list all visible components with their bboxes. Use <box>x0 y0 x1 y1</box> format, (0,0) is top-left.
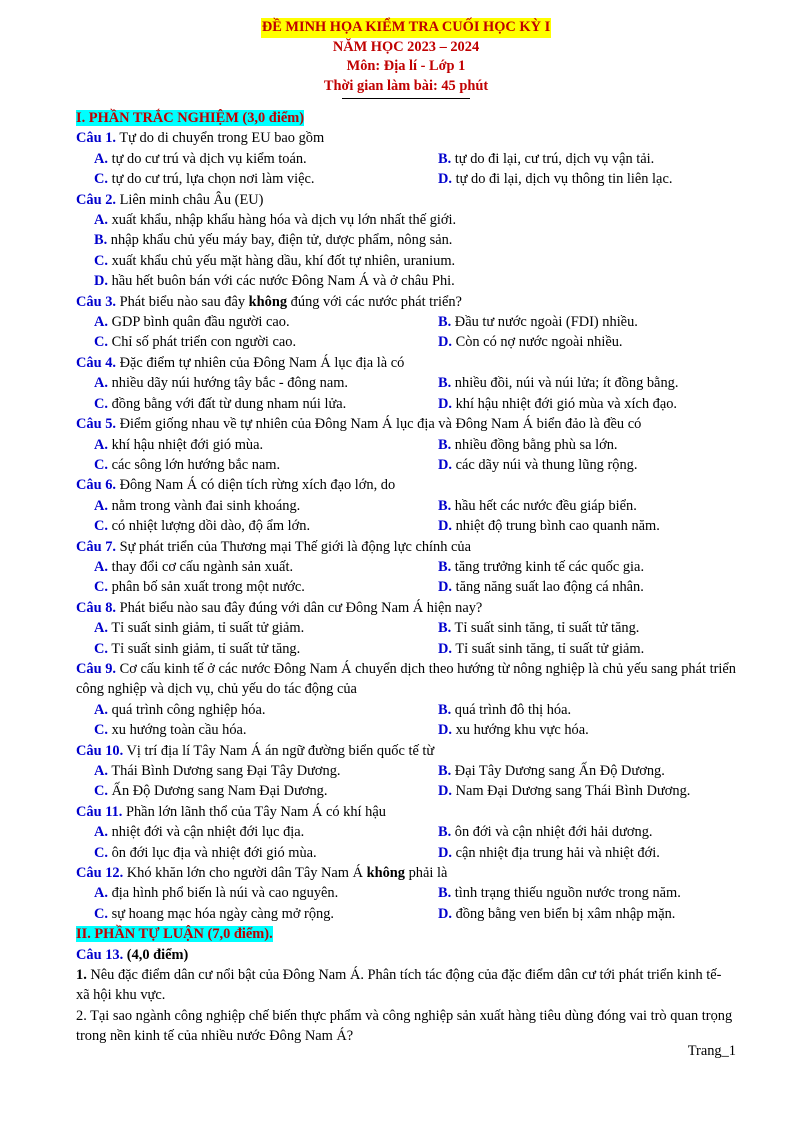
answer-option <box>438 883 754 903</box>
question-text-pre: Phần lớn lãnh thổ của Tây Nam Á có khí hậu <box>122 803 386 820</box>
answer-option <box>438 843 754 863</box>
answer-option <box>438 822 754 842</box>
answer-option-text: hầu hết các nước đều giáp biển. <box>451 497 637 514</box>
answer-option-text: phân bố sản xuất trong một nước. <box>108 579 305 596</box>
answer-option-text: thay đổi cơ cấu ngành sản xuất. <box>108 558 294 575</box>
question-6 <box>76 475 736 536</box>
question-text-pre: Liên minh châu Âu (EU) <box>115 191 264 208</box>
section-essay-title <box>76 924 736 944</box>
answer-option-text: xu hướng toàn cầu hóa. <box>108 722 247 739</box>
question-text-pre: Sự phát triển của Thương mại Thế giới là động lực chính của <box>115 538 471 555</box>
answer-option-text: Nam Đại Dương sang Thái Bình Dương. <box>452 783 691 800</box>
answer-option-letter: B. <box>438 701 452 718</box>
answer-option <box>94 618 438 638</box>
question-5 <box>76 414 736 475</box>
answer-option-text: hầu hết buôn bán với các nước Đông Nam Á và ở châu Phi. <box>108 273 455 290</box>
answer-option-letter: D. <box>94 273 108 290</box>
question-9 <box>76 659 736 741</box>
answer-option <box>438 169 754 189</box>
answer-option <box>438 332 754 352</box>
answer-option-text: Còn có nợ nước ngoài nhiều. <box>452 334 623 351</box>
question-text-bold: không <box>366 865 405 882</box>
answer-option-letter: B. <box>438 824 452 841</box>
answer-option-letter: C. <box>94 171 108 188</box>
answer-option <box>94 781 438 801</box>
question-text-pre: Phát biểu nào sau đây <box>115 293 249 310</box>
answer-option-text: tự do đi lại, dịch vụ thông tin liên lạc. <box>452 171 673 188</box>
answer-option-text: đồng bằng với đất từ dung nham núi lửa. <box>108 395 347 412</box>
answer-option-letter: D. <box>438 905 452 922</box>
answer-option-text: nhiều dãy núi hướng tây bắc - đông nam. <box>108 375 349 392</box>
question-stem <box>76 292 736 312</box>
answer-option-letter: C. <box>94 722 108 739</box>
question-stem <box>76 741 736 761</box>
answer-option-letter: D. <box>438 640 452 657</box>
answer-option-letter: B. <box>438 314 452 331</box>
answer-option-letter: C. <box>94 579 108 596</box>
answer-option-text: nhiều đồi, núi và núi lửa; ít đồng bằng. <box>451 375 679 392</box>
answer-option-text: Tỉ suất sinh giảm, tỉ suất tử tăng. <box>108 640 301 657</box>
answer-option-text: tăng trưởng kinh tế các quốc gia. <box>451 558 645 575</box>
answer-option-letter: B. <box>438 150 452 167</box>
question-text-pre: Đặc điểm tự nhiên của Đông Nam Á lục địa là có <box>115 354 405 371</box>
answer-options <box>76 822 736 863</box>
answer-option <box>438 373 754 393</box>
exam-header <box>76 18 736 99</box>
answer-option-text: xu hướng khu vực hóa. <box>452 722 589 739</box>
answer-option <box>438 394 754 414</box>
answer-option <box>94 822 438 842</box>
answer-option-text: xuất khẩu, nhập khẩu hàng hóa và dịch vụ lớn nhất thế giới. <box>108 212 457 229</box>
answer-option-letter: D. <box>438 334 452 351</box>
answer-option <box>438 639 754 659</box>
question-stem <box>76 190 736 210</box>
question-label: Câu 10. <box>76 742 124 759</box>
answer-option-text: Tỉ suất sinh tăng, tỉ suất tử giảm. <box>452 640 645 657</box>
answer-option-text: quá trình đô thị hóa. <box>451 701 572 718</box>
answer-option-letter: D. <box>438 783 452 800</box>
answer-option-letter: B. <box>438 497 452 514</box>
answer-option-letter: D. <box>438 171 452 188</box>
question-label: Câu 12. <box>76 865 124 882</box>
answer-option-text: tăng năng suất lao động cá nhân. <box>452 579 644 596</box>
question-text-pre: Tự do di chuyển trong EU bao gồm <box>115 130 325 147</box>
question-text-post: đúng với các nước phát triển? <box>287 293 462 310</box>
answer-option <box>438 557 754 577</box>
answer-option-text: các dãy núi và thung lũng rộng. <box>452 456 638 473</box>
answer-option <box>94 761 438 781</box>
question-stem <box>76 802 736 822</box>
answer-options <box>76 883 736 924</box>
exam-title: ĐỀ MINH HỌA KIỂM TRA CUỐI HỌC KỲ I <box>261 18 551 38</box>
answer-options <box>76 210 736 292</box>
question-text-pre: Cơ cấu kinh tế ở các nước Đông Nam Á chuyển dịch theo hướng từ nông nghiệp là chủ yếu sang phát triển công nghiệp và dịch vụ, chủ yếu do tác động của <box>76 660 736 698</box>
answer-option-letter: B. <box>438 375 452 392</box>
answer-option <box>438 455 754 475</box>
answer-option <box>94 230 736 250</box>
question-list <box>76 128 736 924</box>
question-stem <box>76 128 736 148</box>
answer-option <box>94 720 438 740</box>
answer-option-letter: C. <box>94 456 108 473</box>
answer-option <box>94 394 438 414</box>
answer-option <box>94 883 438 903</box>
answer-option-letter: C. <box>94 905 108 922</box>
answer-option-text: ôn đới và cận nhiệt đới hải dương. <box>451 824 653 841</box>
answer-option <box>438 720 754 740</box>
header-divider <box>342 98 470 99</box>
answer-option-letter: C. <box>94 334 108 351</box>
answer-option-text: các sông lớn hướng bắc nam. <box>108 456 281 473</box>
answer-option-text: ôn đới lục địa và nhiệt đới gió mùa. <box>108 844 317 861</box>
question-label: Câu 7. <box>76 538 116 555</box>
answer-option <box>438 781 754 801</box>
answer-option-letter: D. <box>438 844 452 861</box>
answer-option <box>438 904 754 924</box>
question-label: Câu 6. <box>76 477 116 494</box>
answer-option-letter: A. <box>94 558 108 575</box>
answer-option-letter: B. <box>94 232 108 249</box>
answer-option-text: Tỉ suất sinh tăng, tỉ suất tử tăng. <box>451 620 640 637</box>
answer-option-text: sự hoang mạc hóa ngày càng mở rộng. <box>108 905 335 922</box>
question-stem <box>76 863 736 883</box>
answer-option-letter: A. <box>94 212 108 229</box>
answer-option-text: Thái Bình Dương sang Đại Tây Dương. <box>108 763 341 779</box>
answer-option-letter: C. <box>94 844 108 861</box>
answer-options <box>76 149 736 190</box>
essay-item-1 <box>76 965 736 1006</box>
essay-item-2: 2. Tại sao ngành công nghiệp chế biến thực phẩm và công nghiệp sản xuất hàng tiêu dùng đóng vai trò quan trọng trong nền kinh tế của nhiều nước Đông Nam Á? <box>76 1007 733 1045</box>
answer-option-letter: D. <box>438 395 452 412</box>
question-text-pre: Điểm giống nhau về tự nhiên của Đông Nam Á lục địa và Đông Nam Á biển đảo là đều có <box>115 416 642 433</box>
question-text-pre: Đông Nam Á có diện tích rừng xích đạo lớn, do <box>115 477 396 494</box>
section-multiple-choice-title <box>76 108 736 128</box>
answer-options <box>76 435 736 476</box>
answer-option <box>94 210 736 230</box>
essay-question-label: Câu 13. <box>76 946 124 963</box>
answer-option-text: tự do đi lại, cư trú, dịch vụ vận tải. <box>451 150 655 167</box>
question-text-bold: không <box>248 293 288 310</box>
answer-option <box>94 577 438 597</box>
answer-option-text: Tỉ suất sinh giảm, tỉ suất tử giảm. <box>108 620 305 637</box>
answer-options <box>76 618 736 659</box>
answer-option <box>438 761 754 781</box>
question-stem <box>76 414 736 434</box>
answer-options <box>76 373 736 414</box>
answer-option-letter: B. <box>438 885 452 902</box>
answer-option-letter: A. <box>94 620 108 637</box>
question-7 <box>76 537 736 598</box>
answer-option <box>438 700 754 720</box>
answer-option <box>94 700 438 720</box>
answer-option-text: khí hậu nhiệt đới gió mùa. <box>108 436 264 453</box>
section1-title-text: I. PHẦN TRẮC NGHIỆM (3,0 điểm) <box>76 110 304 126</box>
answer-options <box>76 761 736 802</box>
answer-option-text: Đầu tư nước ngoài (FDI) nhiều. <box>451 314 638 331</box>
answer-option <box>94 373 438 393</box>
answer-option <box>438 577 754 597</box>
answer-option-letter: C. <box>94 252 108 269</box>
answer-option <box>94 251 736 271</box>
answer-options <box>76 312 736 353</box>
answer-option-letter: A. <box>94 497 108 514</box>
answer-option-text: cận nhiệt địa trung hải và nhiệt đới. <box>452 844 660 861</box>
school-year: NĂM HỌC 2023 – 2024 <box>332 38 480 55</box>
question-label: Câu 4. <box>76 354 116 371</box>
question-2 <box>76 190 736 292</box>
answer-option-letter: B. <box>438 620 452 637</box>
answer-options <box>76 700 736 741</box>
answer-option <box>438 516 754 536</box>
answer-option <box>94 149 438 169</box>
answer-option-text: xuất khẩu chủ yếu mặt hàng dầu, khí đốt tự nhiên, uranium. <box>108 252 456 269</box>
answer-option <box>438 618 754 638</box>
answer-option-text: nằm trong vành đai sinh khoáng. <box>108 497 301 514</box>
essay-item-1-text: Nêu đặc điểm dân cư nổi bật của Đông Nam Á. Phân tích tác động của đặc điểm dân cư tới phát triển kinh tế- xã hội khu vực. <box>76 967 722 1004</box>
answer-option <box>438 435 754 455</box>
answer-option <box>438 312 754 332</box>
section2-title-text: II. PHẦN TỰ LUẬN (7,0 điểm). <box>76 926 273 943</box>
question-text-pre: Khó khăn lớn cho người dân Tây Nam Á <box>123 865 367 882</box>
exam-page <box>76 18 736 1047</box>
answer-option <box>94 435 438 455</box>
question-label: Câu 11. <box>76 803 123 820</box>
answer-option-letter: B. <box>438 436 452 453</box>
answer-option-letter: C. <box>94 783 108 800</box>
question-label: Câu 2. <box>76 191 116 208</box>
answer-option-text: khí hậu nhiệt đới gió mùa và xích đạo. <box>452 395 678 412</box>
answer-option-text: có nhiệt lượng dồi dào, độ ẩm lớn. <box>108 518 311 535</box>
answer-option-letter: A. <box>94 824 108 841</box>
answer-option-letter: A. <box>94 150 108 167</box>
answer-option <box>438 149 754 169</box>
answer-option-letter: C. <box>94 640 108 657</box>
answer-option <box>94 169 438 189</box>
answer-option-letter: C. <box>94 395 108 412</box>
answer-option-letter: B. <box>438 558 452 575</box>
answer-option <box>94 904 438 924</box>
essay-question-13 <box>76 945 736 1047</box>
question-text-pre: Phát biểu nào sau đây đúng với dân cư Đông Nam Á hiện nay? <box>115 599 483 616</box>
answer-option-letter: D. <box>438 518 452 535</box>
answer-option-letter: B. <box>438 763 452 779</box>
answer-option-text: tự do cư trú, lựa chọn nơi làm việc. <box>108 171 315 188</box>
answer-option-letter: D. <box>438 456 452 473</box>
answer-option <box>94 332 438 352</box>
question-label: Câu 3. <box>76 293 116 310</box>
answer-option <box>94 496 438 516</box>
answer-option-letter: A. <box>94 763 108 779</box>
question-stem <box>76 353 736 373</box>
question-label: Câu 9. <box>76 660 117 677</box>
essay-question-points: (4,0 điểm) <box>123 946 189 963</box>
answer-option <box>438 496 754 516</box>
answer-option-text: Chỉ số phát triển con người cao. <box>108 334 297 351</box>
answer-option <box>94 557 438 577</box>
answer-option <box>94 516 438 536</box>
answer-option-text: quá trình công nghiệp hóa. <box>108 701 266 718</box>
question-8 <box>76 598 736 659</box>
answer-option-letter: C. <box>94 518 108 535</box>
answer-option-letter: A. <box>94 375 108 392</box>
question-3 <box>76 292 736 353</box>
answer-option-letter: A. <box>94 436 108 453</box>
question-4 <box>76 353 736 414</box>
answer-option-text: GDP bình quân đầu người cao. <box>108 314 290 331</box>
answer-option-letter: D. <box>438 722 452 739</box>
question-stem <box>76 475 736 495</box>
question-text-post: phải là <box>404 865 448 882</box>
answer-option <box>94 312 438 332</box>
answer-option <box>94 843 438 863</box>
question-12 <box>76 863 736 924</box>
page-number: Trang_1 <box>687 1043 736 1059</box>
answer-option-text: nhiệt đới và cận nhiệt đới lục địa. <box>108 824 305 841</box>
answer-option <box>94 639 438 659</box>
answer-option-text: tình trạng thiếu nguồn nước trong năm. <box>451 885 681 902</box>
answer-option-text: đồng bằng ven biển bị xâm nhập mặn. <box>452 905 676 922</box>
question-stem <box>76 598 736 618</box>
answer-option-text: Ấn Độ Dương sang Nam Đại Dương. <box>108 783 328 800</box>
answer-option-text: nhập khẩu chủ yếu máy bay, điện tử, dược phẩm, nông sản. <box>107 232 453 249</box>
time-line: Thời gian làm bài: 45 phút <box>323 77 489 94</box>
question-stem <box>76 659 736 700</box>
answer-option-letter: A. <box>94 314 108 331</box>
answer-option <box>94 455 438 475</box>
answer-option-text: nhiệt độ trung bình cao quanh năm. <box>452 518 660 535</box>
answer-option-text: địa hình phổ biến là núi và cao nguyên. <box>108 885 339 902</box>
question-1 <box>76 128 736 189</box>
question-label: Câu 8. <box>76 599 116 616</box>
answer-option-text: tự do cư trú và dịch vụ kiểm toán. <box>108 150 307 167</box>
answer-option-letter: A. <box>94 885 108 902</box>
answer-options <box>76 496 736 537</box>
question-10 <box>76 741 736 802</box>
question-label: Câu 1. <box>76 130 116 147</box>
answer-option <box>94 271 736 291</box>
answer-option-letter: A. <box>94 701 108 718</box>
answer-option-text: nhiều đồng bằng phù sa lớn. <box>451 436 618 453</box>
answer-option-text: Đại Tây Dương sang Ấn Độ Dương. <box>451 763 665 779</box>
answer-option-letter: D. <box>438 579 452 596</box>
subject-line: Môn: Địa lí - Lớp 1 <box>346 58 466 74</box>
question-label: Câu 5. <box>76 416 116 433</box>
question-stem <box>76 537 736 557</box>
question-text-pre: Vị trí địa lí Tây Nam Á án ngữ đường biển quốc tế từ <box>123 742 435 759</box>
question-11 <box>76 802 736 863</box>
essay-item-1-number: 1. <box>76 967 87 984</box>
answer-options <box>76 557 736 598</box>
